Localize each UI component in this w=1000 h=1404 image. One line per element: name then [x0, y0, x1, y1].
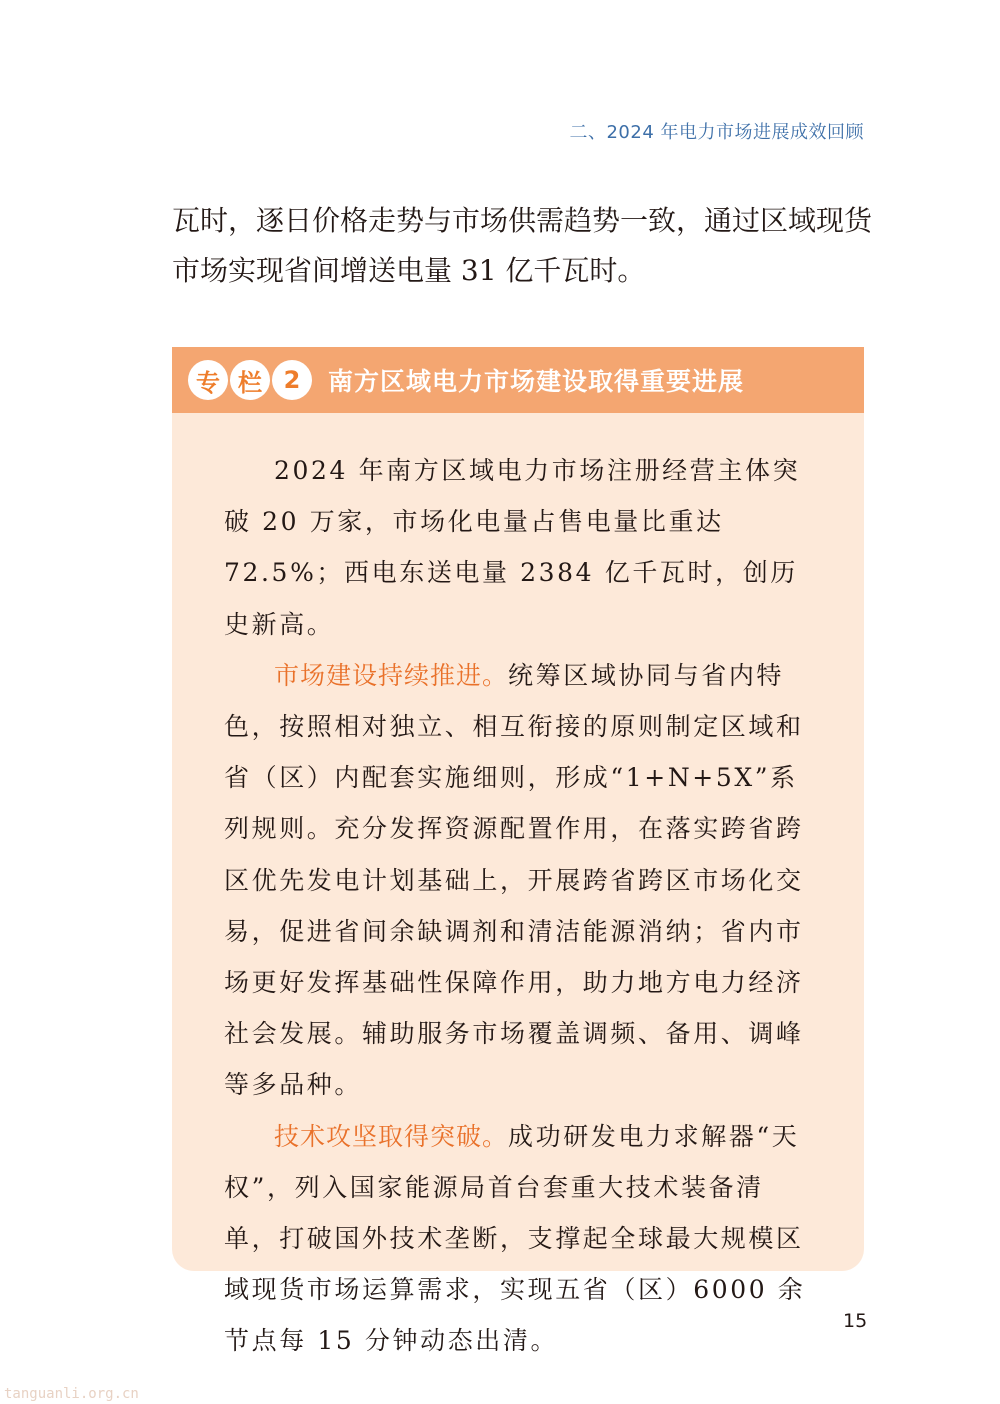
page-number: 15	[843, 1310, 868, 1332]
box-paragraph-3-text: 成功研发电力求解器“天权”，列入国家能源局首台套重大技术装备清单，打破国外技术垄断，支撑起全球最大规模区域现货市场运算需求，实现五省（区）6000 余节点每 15 分钟动态出清。	[224, 1121, 806, 1356]
sidebar-box	[172, 347, 864, 1356]
running-header: 二、2024 年电力市场进展成效回顾	[569, 122, 864, 143]
box-paragraph-1	[224, 445, 814, 650]
box-paragraph-3	[224, 1111, 814, 1367]
sidebar-box-header	[172, 347, 864, 413]
sidebar-box-body	[224, 445, 814, 1367]
badge-char-1: 专	[188, 360, 228, 400]
watermark: tanguanli.org.cn	[4, 1386, 139, 1402]
box-paragraph-1-text: 2024 年南方区域电力市场注册经营主体突破 20 万家，市场化电量占售电量比重达 72.5%；西电东送电量 2384 亿千瓦时，创历史新高。	[224, 456, 801, 639]
badge-char-2: 栏	[230, 360, 270, 400]
intro-text: 瓦时，逐日价格走势与市场供需趋势一致，通过区域现货市场实现省间增送电量 31 亿千瓦时。	[172, 204, 873, 287]
box-paragraph-2-text: 统筹区域协同与省内特色，按照相对独立、相互衔接的原则制定区域和省（区）内配套实施细则，形成“1+N+5X”系列规则。充分发挥资源配置作用，在落实跨省跨区优先发电计划基础上，开展跨省跨区市场化交易，促进省间余缺调剂和清洁能源消纳；省内市场更好发挥基础性保障作用，助力地方电力经济社会发展。辅助服务市场覆盖调频、备用、调峰等多品种。	[224, 660, 804, 1100]
intro-paragraph	[172, 196, 872, 296]
box-paragraph-2-highlight: 市场建设持续推进。	[274, 660, 509, 690]
box-paragraph-2	[224, 650, 814, 1111]
sidebar-box-title: 南方区域电力市场建设取得重要进展	[328, 367, 745, 396]
column-badge	[188, 360, 314, 400]
badge-number: 2	[272, 360, 312, 400]
box-paragraph-3-highlight: 技术攻坚取得突破。	[274, 1121, 509, 1151]
